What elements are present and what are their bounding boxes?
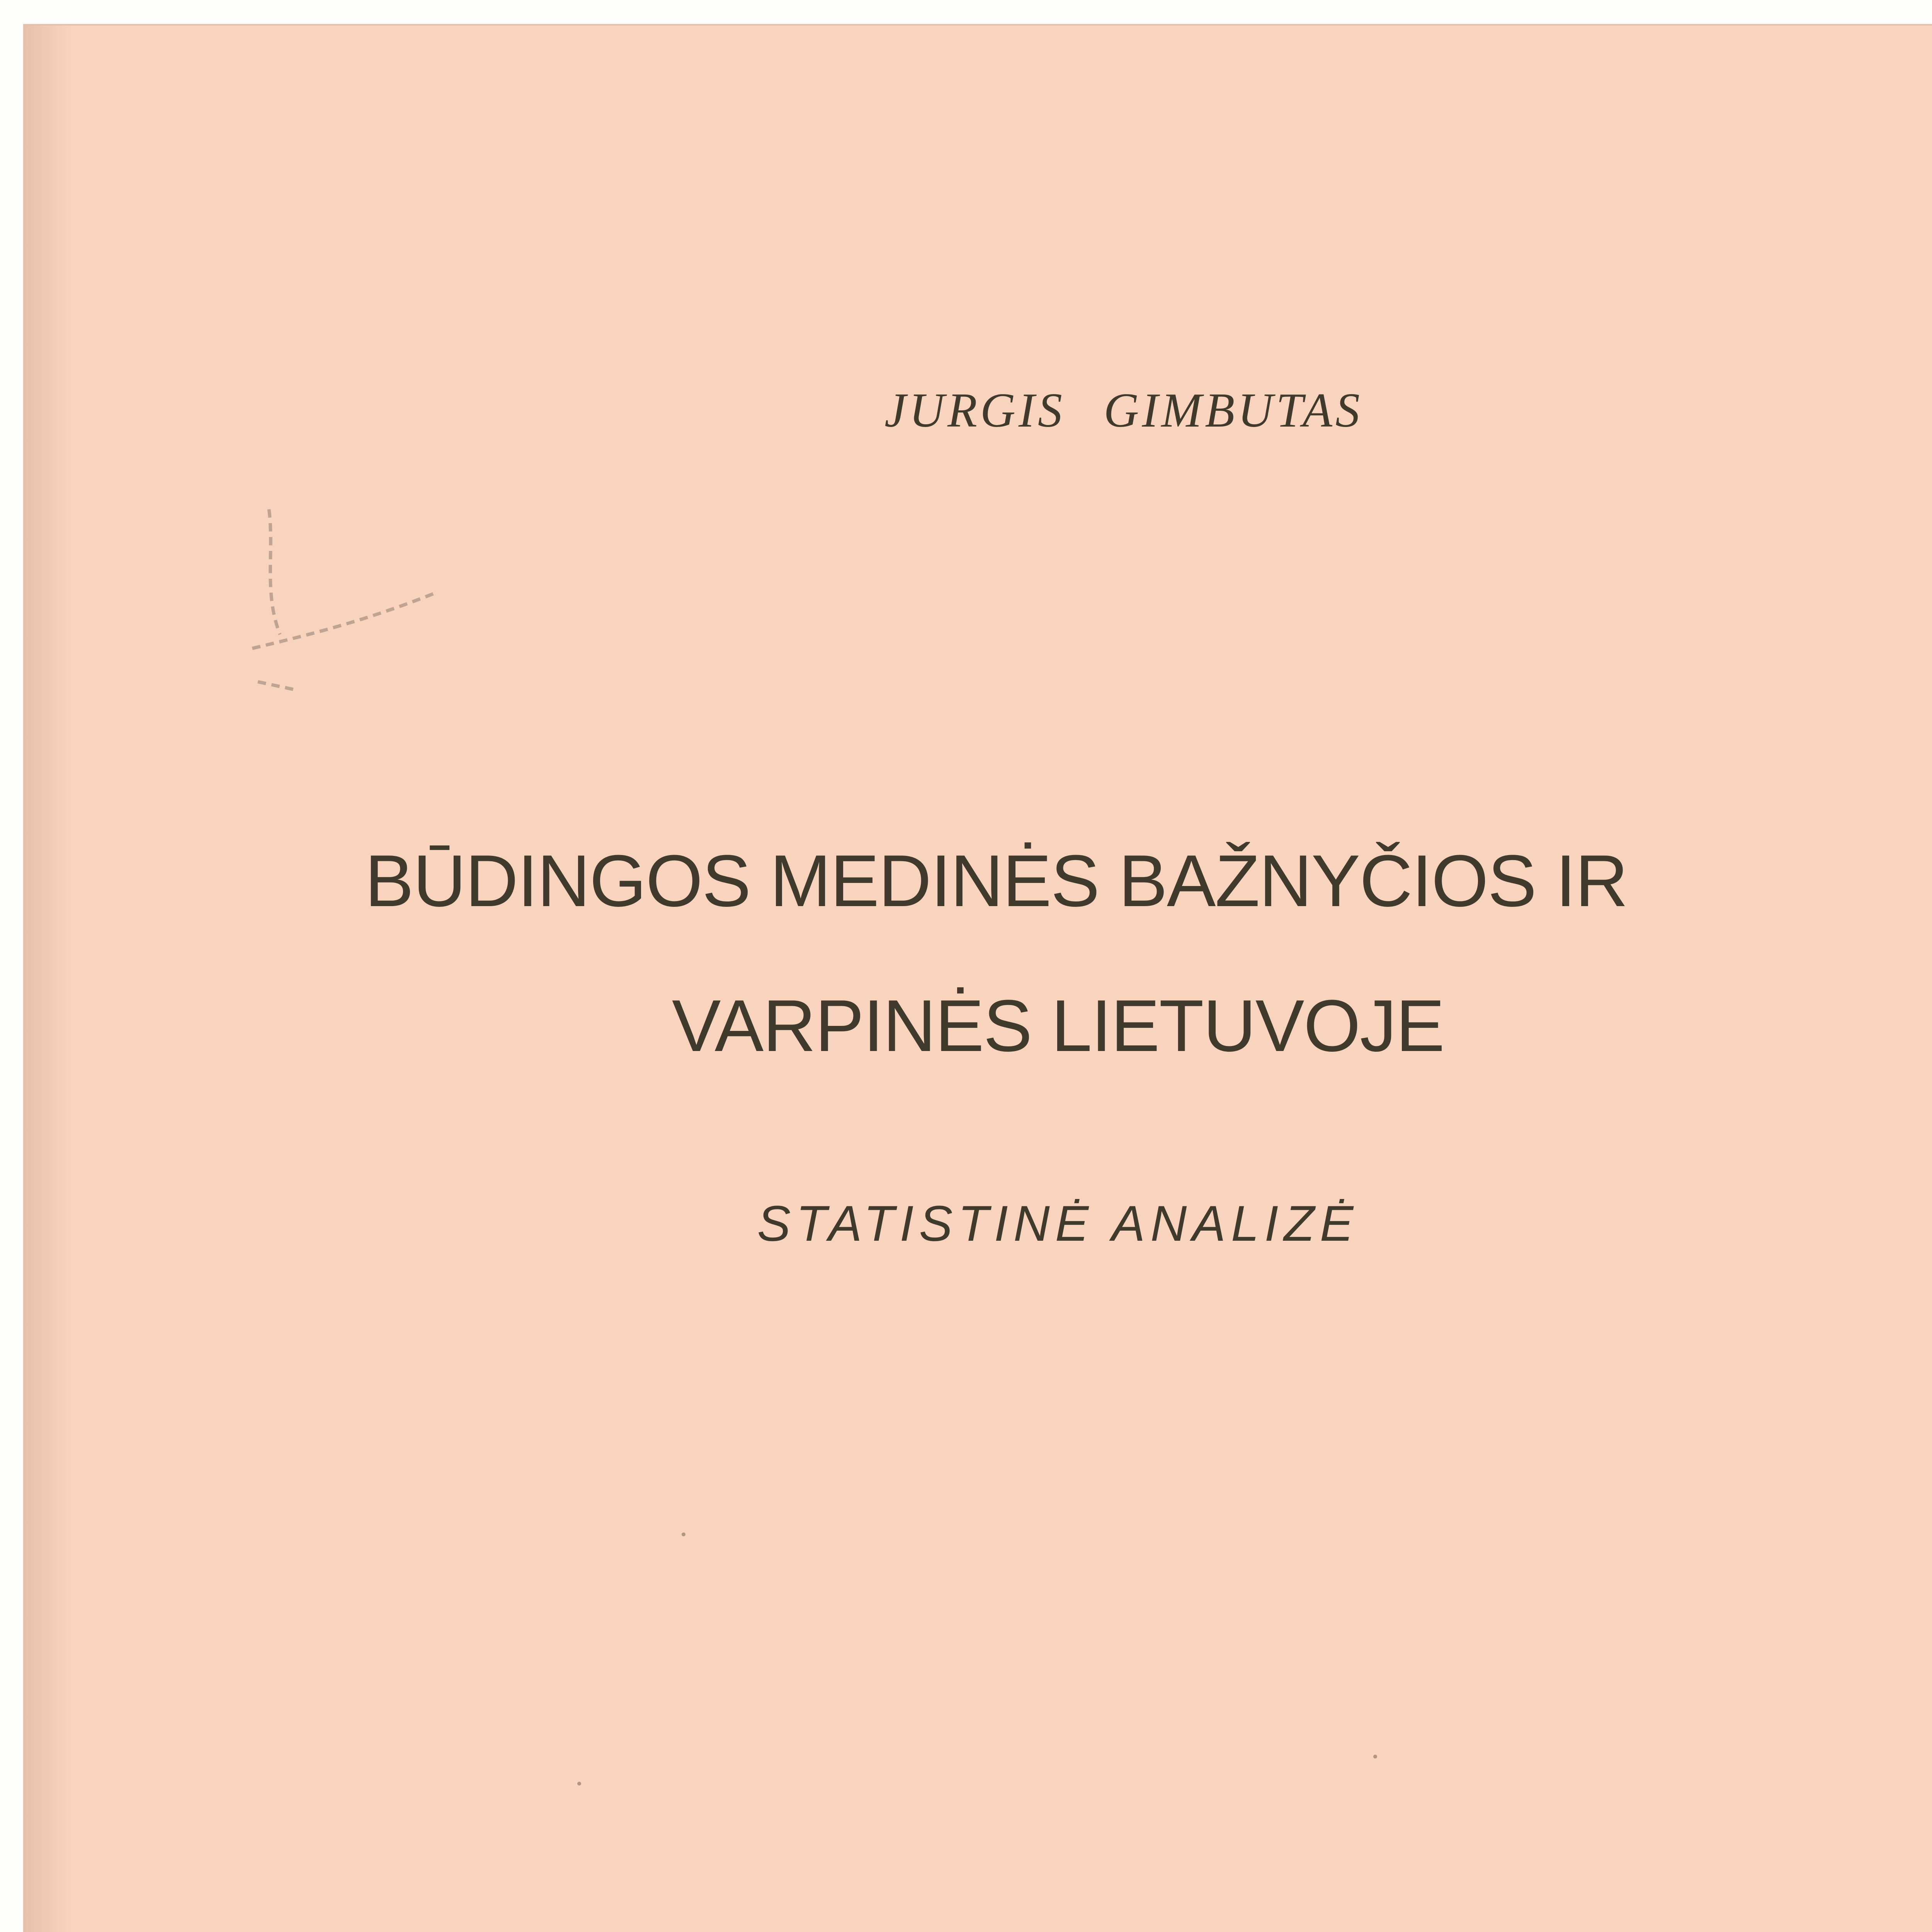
paper-speck bbox=[577, 1782, 581, 1786]
author-name: JURGIS GIMBUTAS bbox=[884, 384, 1363, 437]
title-line-1: BŪDINGOS MEDINĖS BAŽNYČIOS IR bbox=[365, 840, 1628, 922]
booklet-cover bbox=[23, 24, 1932, 1932]
title-line-2: VARPINĖS LIETUVOJE bbox=[672, 985, 1444, 1067]
spine-shadow bbox=[25, 26, 71, 1932]
paper-speck bbox=[1373, 1755, 1377, 1759]
pencil-mark-icon bbox=[241, 481, 519, 760]
paper-speck bbox=[682, 1532, 685, 1536]
subtitle: STATISTINĖ ANALIZĖ bbox=[757, 1195, 1359, 1252]
